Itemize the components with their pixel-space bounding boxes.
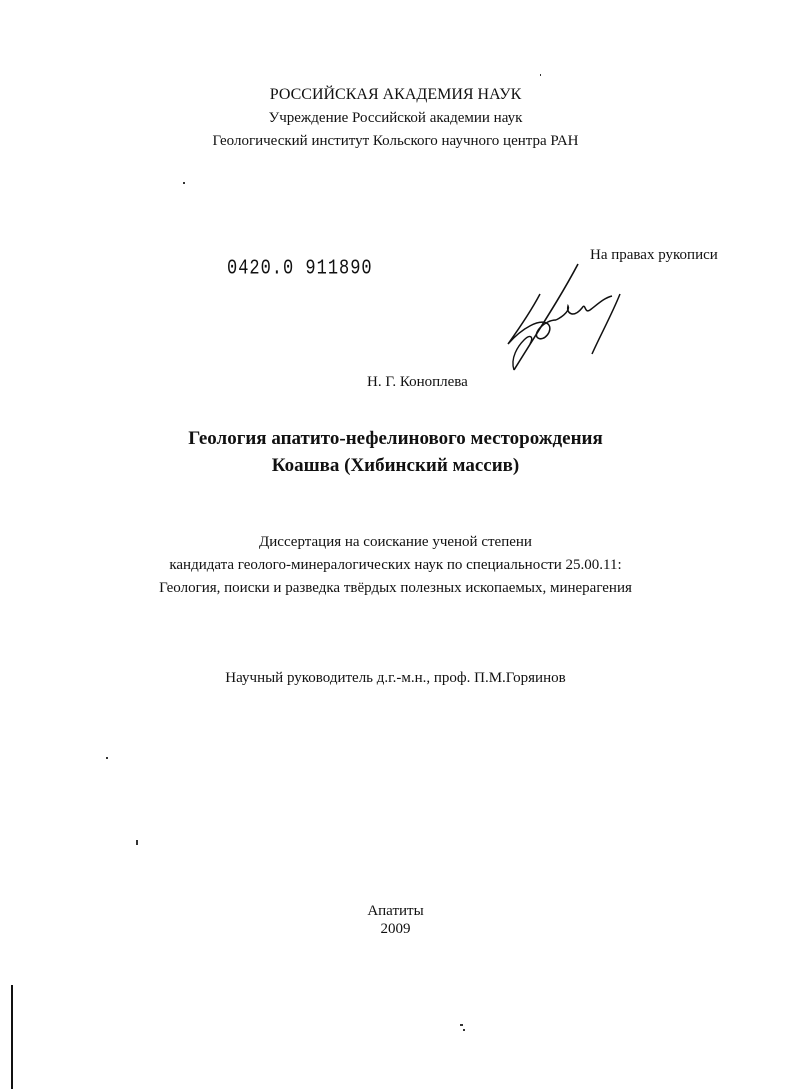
- institution-name: Учреждение Российской академии наук: [268, 110, 523, 126]
- city: Апатиты: [367, 903, 424, 919]
- catalog-number: 0420.0 911890: [227, 257, 373, 281]
- supervisor: Научный руководитель д.г.-м.н., проф. П.М.Горяинов: [225, 670, 566, 686]
- dissertation-line-3: Геология, поиски и разведка твёрдых полезных ископаемых, минерагения: [159, 580, 632, 596]
- handwritten-signature: [500, 258, 635, 373]
- manuscript-rights: На правах рукописи: [590, 247, 718, 263]
- scan-speck: [106, 757, 108, 759]
- scan-speck: [460, 1024, 463, 1026]
- dissertation-line-1: Диссертация на соискание ученой степени: [259, 534, 532, 550]
- year: 2009: [380, 921, 411, 937]
- scan-edge-line: [11, 985, 13, 1089]
- scan-speck: [136, 840, 138, 845]
- author-name: Н. Г. Коноплева: [367, 374, 468, 390]
- scan-speck: [183, 182, 185, 184]
- thesis-title-line-1: Геология апатито-нефелинового месторождения: [188, 428, 603, 449]
- scan-speck: [540, 74, 541, 76]
- thesis-title-line-2: Коашва (Хибинский массив): [271, 455, 520, 476]
- academy-name: РОССИЙСКАЯ АКАДЕМИЯ НАУК: [269, 86, 522, 103]
- scan-speck: [463, 1029, 465, 1031]
- institute-name: Геологический институт Кольского научного центра РАН: [212, 133, 579, 149]
- dissertation-line-2: кандидата геолого-минералогических наук по специальности 25.00.11:: [169, 557, 622, 573]
